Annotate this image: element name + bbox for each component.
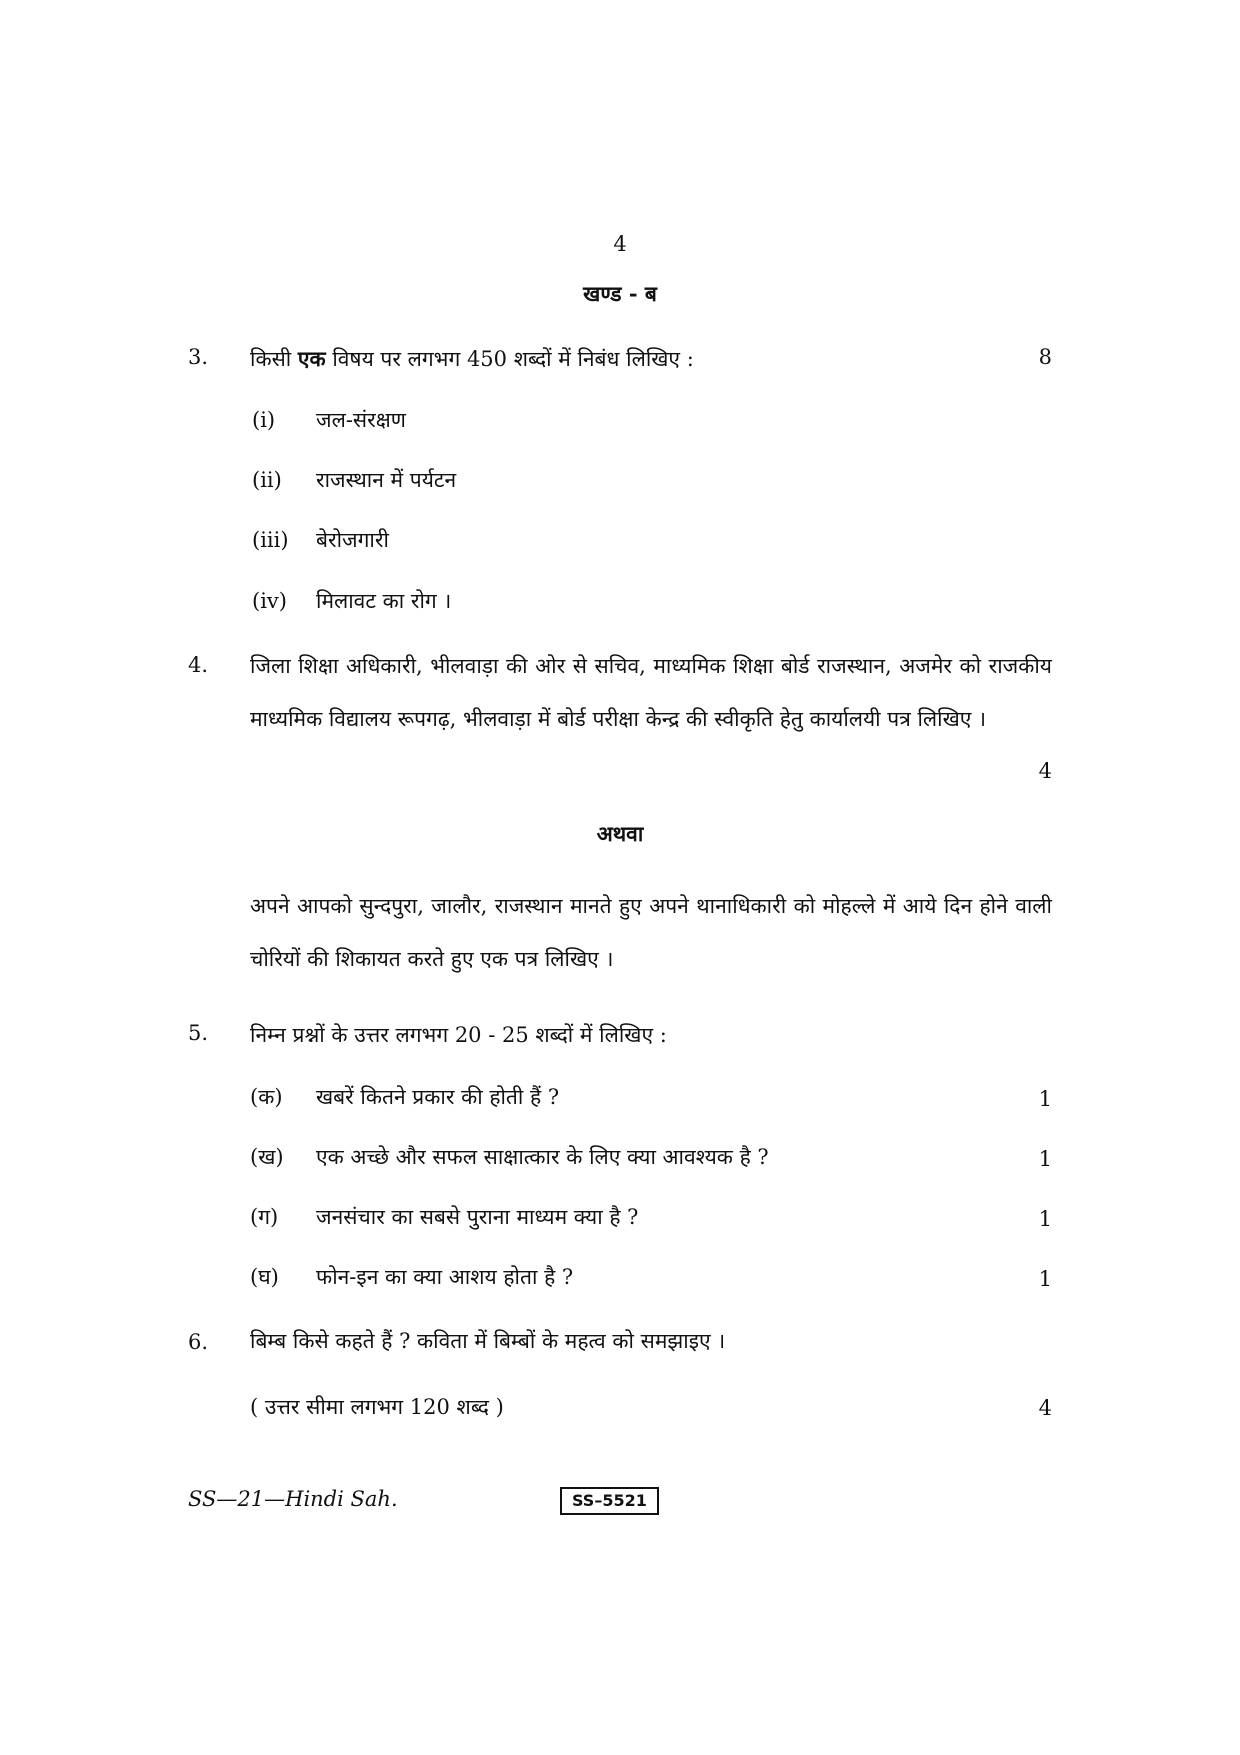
question-5-text: निम्न प्रश्नों के उत्तर लगभग 20 - 25 शब्दों में लिखिए : <box>250 1023 667 1047</box>
question-5-sub-label: (ख) <box>250 1145 284 1169</box>
question-3-option-label: (iv) <box>252 589 287 613</box>
question-5-sub-text: जनसंचार का सबसे पुराना माध्यम क्या है ? <box>316 1205 639 1229</box>
question-6-number: 6. <box>188 1330 209 1354</box>
question-3-marks: 8 <box>1038 345 1052 369</box>
question-3-option-text: जल-संरक्षण <box>316 408 406 432</box>
question-3-option-text: मिलावट का रोग । <box>316 589 452 613</box>
question-5-sub-marks: 1 <box>1038 1147 1052 1171</box>
question-6-marks: 4 <box>1038 1396 1052 1420</box>
or-divider: अथवा <box>596 821 644 846</box>
question-5-sub-label: (ग) <box>250 1205 279 1229</box>
question-5-sub-marks: 1 <box>1038 1267 1052 1291</box>
question-5-sub-marks: 1 <box>1038 1087 1052 1111</box>
question-3-option-label: (iii) <box>252 528 289 552</box>
question-3-number: 3. <box>188 345 209 369</box>
question-3-text-before: किसी <box>250 347 298 371</box>
question-3-text <box>250 345 694 373</box>
question-5-sub-label: (घ) <box>250 1265 279 1289</box>
question-3-text-bold: एक <box>297 346 326 371</box>
question-3-option-label: (i) <box>252 408 276 432</box>
question-4-number: 4. <box>188 653 209 677</box>
question-5-sub-label: (क) <box>250 1085 283 1109</box>
question-5-sub-marks: 1 <box>1038 1207 1052 1231</box>
question-3-option-text: बेरोजगारी <box>316 528 389 552</box>
question-4-alternative-text: अपने आपको सुन्दपुरा, जालौर, राजस्थान मानते हुए अपने थानाधिकारी को मोहल्ले में आये दिन होने वाली चोरियों की शिकायत करते हुए एक पत्र लिखिए । <box>250 894 1052 971</box>
question-3-text-after: विषय पर लगभग 450 शब्दों में निबंध लिखिए : <box>325 347 694 371</box>
section-heading: खण्ड - ब <box>583 281 657 306</box>
question-5-sub-text: फोन-इन का क्या आशय होता है ? <box>316 1265 574 1289</box>
question-3-option-label: (ii) <box>252 468 282 492</box>
question-5-sub-text: खबरें कितने प्रकार की होती हैं ? <box>316 1085 560 1109</box>
question-5-number: 5. <box>188 1021 209 1045</box>
question-6-word-limit: ( उत्तर सीमा लगभग 120 शब्द ) <box>250 1395 504 1419</box>
question-3-option-text: राजस्थान में पर्यटन <box>316 468 457 492</box>
question-4-marks: 4 <box>1038 759 1052 783</box>
footer-series-code: SS–5521 <box>560 1487 659 1515</box>
page-number: 4 <box>613 232 627 256</box>
footer-paper-code: SS—21—Hindi Sah. <box>188 1487 398 1511</box>
question-6-text: बिम्ब किसे कहते हैं ? कविता में बिम्बों के महत्व को समझाइए । <box>250 1329 726 1353</box>
question-4-text: जिला शिक्षा अधिकारी, भीलवाड़ा की ओर से सचिव, माध्यमिक शिक्षा बोर्ड राजस्थान, अजमेर को राजकीय माध्यमिक विद्यालय रूपगढ़, भीलवाड़ा में बोर्ड परीक्षा केन्द्र की स्वीकृति हेतु कार्यालयी पत्र लिखिए । <box>250 654 1052 731</box>
question-5-sub-text: एक अच्छे और सफल साक्षात्कार के लिए क्या आवश्यक है ? <box>316 1145 769 1169</box>
